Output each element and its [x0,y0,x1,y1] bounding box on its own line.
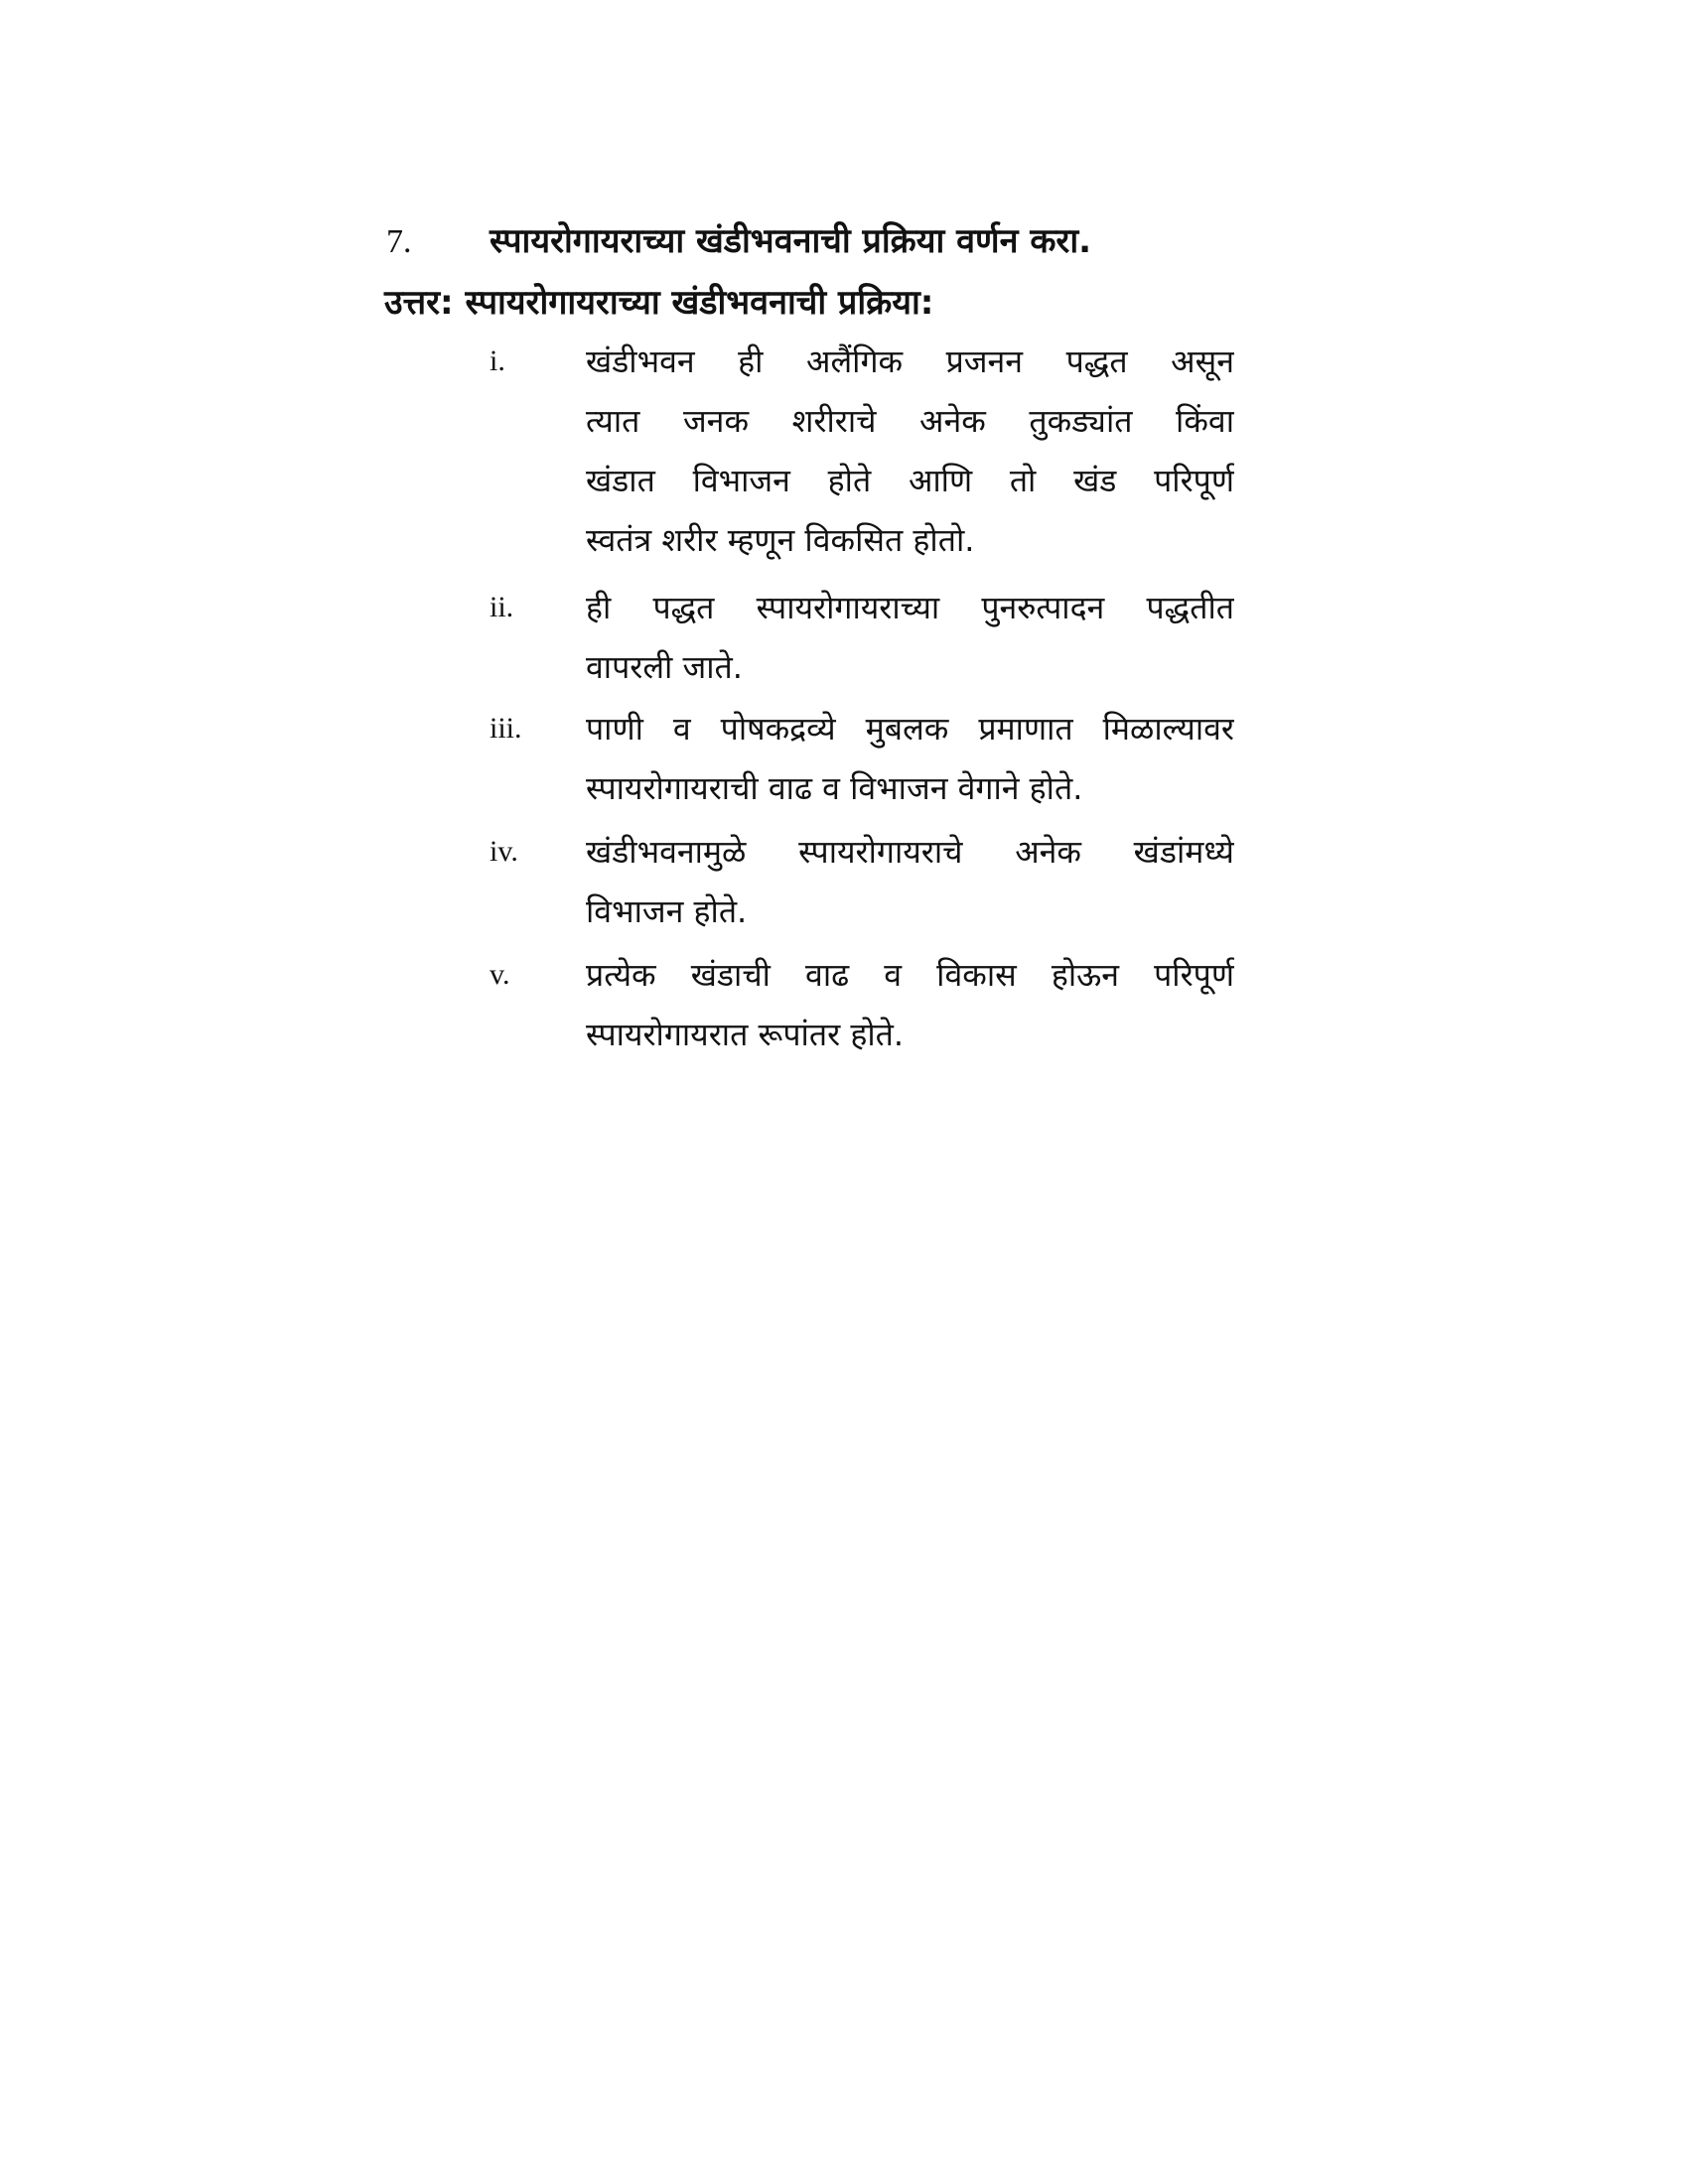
answer-heading [384,278,933,324]
item-line: विभाजन होते. [586,892,748,930]
answer-label: उत्तर: [384,283,454,323]
item-line: खंडीभवन ही अलैंगिक प्रजनन पद्धत असून [586,342,1234,380]
item-numeral: ii. [490,591,514,623]
item-line: स्वतंत्र शरीर म्हणून विकसित होतो. [586,521,975,559]
item-line: स्पायरोगायरात रूपांतर होते. [586,1016,905,1053]
item-line: पाणी व पोषकद्रव्ये मुबलक प्रमाणात मिळाल्यावर [586,710,1234,748]
item-line: त्यात जनक शरीराचे अनेक तुकड्यांत किंवा [586,402,1234,440]
answer-heading-text: स्पायरोगायराच्या खंडीभवनाची प्रक्रिया: [465,283,934,323]
item-line: वापरली जाते. [586,648,743,686]
item-line: खंडीभवनामुळे स्पायरोगायराचे अनेक खंडांमध्ये [586,833,1234,871]
item-line: स्पायरोगायराची वाढ व विभाजन वेगाने होते. [586,769,1083,807]
item-line: ही पद्धत स्पायरोगायराच्या पुनरुत्पादन पद्धतीत [586,589,1234,626]
item-numeral: i. [490,344,505,377]
item-numeral: v. [490,958,510,991]
question [386,216,1091,262]
item-line: खंडात विभाजन होते आणि तो खंड परिपूर्ण [586,462,1234,499]
question-text: स्पायरोगायराच्या खंडीभवनाची प्रक्रिया वर्णन करा. [490,221,1092,261]
item-numeral: iv. [490,835,518,868]
item-line: प्रत्येक खंडाची वाढ व विकास होऊन परिपूर्ण [586,956,1234,994]
question-number: 7. [386,223,412,260]
item-numeral: iii. [490,712,522,745]
